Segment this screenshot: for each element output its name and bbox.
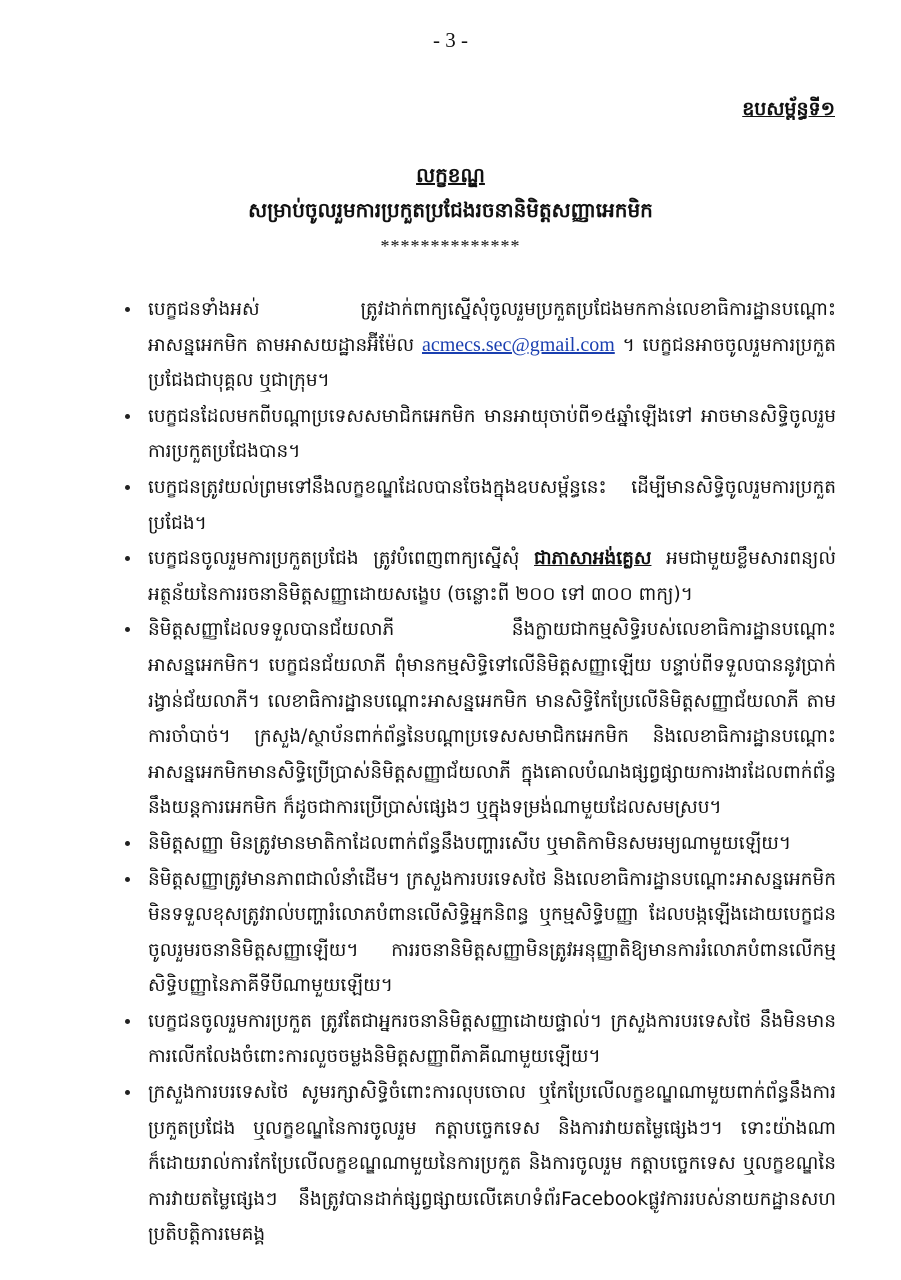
condition-item-submission [118,292,836,399]
title-subheading: សម្រាប់ចូលរួមការប្រកួតប្រជែងរចនានិមិត្តសញ្ញាអេកមិក [248,198,653,222]
bullet-icon [125,841,130,846]
condition-item-authorship [118,1004,836,1075]
condition-text: បេក្ខជនចូលរួមការប្រកួតប្រជែង ត្រូវបំពេញពាក្យស្នើសុំ [148,548,535,570]
bullet-icon [125,627,130,632]
condition-text: និមិត្តសញ្ញា មិនត្រូវមានមាតិកាដែលពាក់ព័ន្ធនឹងបញ្ហារសើប ឬមាតិកាមិនសមរម្យណាមួយឡើយ។ [148,832,792,854]
title-block [60,158,841,260]
condition-text: បេក្ខជនត្រូវយល់ព្រមទៅនឹងលក្ខខណ្ឌដែលបានចែងក្នុងឧបសម្ព័ន្ធនេះ ដើម្បីមានសិទ្ធិចូលរួមការប្រកួតប្រជែង។ [148,476,836,534]
title-heading: លក្ខខណ្ឌ [416,163,485,187]
condition-item-content [118,826,836,862]
bullet-icon [125,485,130,490]
condition-text: បេក្ខជនចូលរួមការប្រកួត ត្រូវតែជាអ្នករចនានិមិត្តសញ្ញាដោយផ្ទាល់។ ក្រសួងការបរទេសថៃ នឹងមិនមានការលើកលែងចំពោះការលួចចម្លងនិមិត្តសញ្ញាពីភាគីណាមួយឡើយ។ [148,1010,836,1068]
condition-text: បេក្ខជនដែលមកពីបណ្តាប្រទេសសមាជិកអេកមិក មានអាយុចាប់ពី១៥ឆ្នាំឡើងទៅ អាចមានសិទ្ធិចូលរួមការប្រកួតប្រជែងបាន។ [148,405,836,463]
bullet-icon [125,414,130,419]
condition-text: ក្រសួងការបរទេសថៃ សូមរក្សាសិទ្ធិចំពោះការលុបចោល ឬកែប្រែលើលក្ខខណ្ឌណាមួយពាក់ព័ន្ធនឹងការប្រកួតប្រជែង ឬលក្ខខណ្ឌនៃការចូលរួម កត្តាបច្ចេកទេស និងការវាយតម្លៃផ្សេងៗ។ ទោះយ៉ាងណាក៏ដោយរាល់ការកែប្រែលើលក្ខខណ្ឌណាមួយនៃការប្រកួត និងការចូលរួម កត្តាបច្ចេកទេស ឬលក្ខខណ្ឌនៃការវាយតម្លៃផ្សេងៗ នឹងត្រូវបានដាក់ផ្សព្វផ្សាយលើគេហទំព័រFacebookផ្លូវការរបស់នាយកដ្ឋានសហប្រតិបត្តិការមេគង្គ [148,1082,836,1246]
condition-item-agreement [118,470,836,541]
condition-item-application-form [118,541,836,612]
condition-text: និមិត្តសញ្ញាដែលទទួលបានជ័យលាភី នឹងក្លាយជាកម្មសិទ្ធិរបស់លេខាធិការដ្ឋានបណ្តោះអាសន្នអេកមិក។ បេក្ខជនជ័យលាភី ពុំមានកម្មសិទ្ធិទៅលើនិមិត្តសញ្ញាឡើយ បន្ទាប់ពីទទួលបាននូវប្រាក់រង្វាន់ជ័យលាភី។ លេខាធិការដ្ឋានបណ្តោះអាសន្នអេកមិក មានសិទ្ធិកែប្រែលើនិមិត្តសញ្ញាជ័យលាភី តាមការចាំបាច់។ ក្រសួង/ស្ថាប័នពាក់ព័ន្ធនៃបណ្តាប្រទេសសមាជិកអេកមិក និងលេខាធិការដ្ឋានបណ្តោះអាសន្នអេកមិកមានសិទ្ធិប្រើប្រាស់និមិត្តសញ្ញាជ័យលាភី ក្នុងគោលបំណងផ្សព្វផ្សាយការងារដែលពាក់ព័ន្ធនឹងយន្តការអេកមិក ក៏ដូចជាការប្រើប្រាស់ផ្សេងៗ ឬក្នុងទម្រង់ណាមួយដែលសមស្រប។ [148,619,836,819]
language-emphasis: ជាភាសាអង់គ្លេស [534,548,652,570]
conditions-list [118,292,836,1280]
bullet-icon [125,1090,130,1095]
email-link[interactable]: acmecs.sec@gmail.com [421,333,615,356]
bullet-icon [125,307,130,312]
condition-item-ownership [118,612,836,826]
condition-text: អមជាមួយខ្លឹមសារពន្យល់អត្ថន័យនៃការរចនានិមិត្តសញ្ញាដោយសង្ខេប (ចន្លោះពី ២០០ ទៅ ៣០០ ពាក្យ)។ [148,548,836,605]
condition-text: បេក្ខជនទាំងអស់ ត្រូវដាក់ពាក្យស្នើសុំចូលរួមប្រកួតប្រជែងមកកាន់លេខាធិការដ្ឋានបណ្តោះអាសន្នអេកមិក តាមអាសយដ្ឋានអ៊ីម៉ែល [148,299,836,356]
bullet-icon [125,877,130,882]
bullet-icon [125,556,130,561]
condition-item-eligibility [118,399,836,470]
annex-label: ឧបសម្ព័ន្ធទី១ [742,98,835,120]
condition-item-modification-rights [118,1075,836,1253]
condition-item-originality [118,862,836,1004]
separator-stars: ************** [380,236,521,256]
condition-text: និមិត្តសញ្ញាត្រូវមានភាពជាលំនាំដើម។ ក្រសួងការបរទេសថៃ និងលេខាធិការដ្ឋានបណ្តោះអាសន្នអេកមិក មិនទទួលខុសត្រូវរាល់បញ្ហារំលោភបំពានលើសិទ្ធិអ្នកនិពន្ធ ឬកម្មសិទ្ធិបញ្ញា ដែលបង្កឡើងដោយបេក្ខជនចូលរួមរចនានិមិត្តសញ្ញាឡើយ។ ការរចនានិមិត្តសញ្ញាមិនត្រូវអនុញ្ញាតិឱ្យមានការរំលោភបំពានលើកម្មសិទ្ធិបញ្ញានៃភាគីទីបីណាមួយឡើយ។ [148,868,836,997]
page-number: - 3 - [433,28,468,52]
bullet-icon [125,1019,130,1024]
condition-text: ។ បេក្ខជនអាចចូលរួមការប្រកួតប្រជែងជាបុគ្គល ឬជាក្រុម។ [148,334,836,392]
